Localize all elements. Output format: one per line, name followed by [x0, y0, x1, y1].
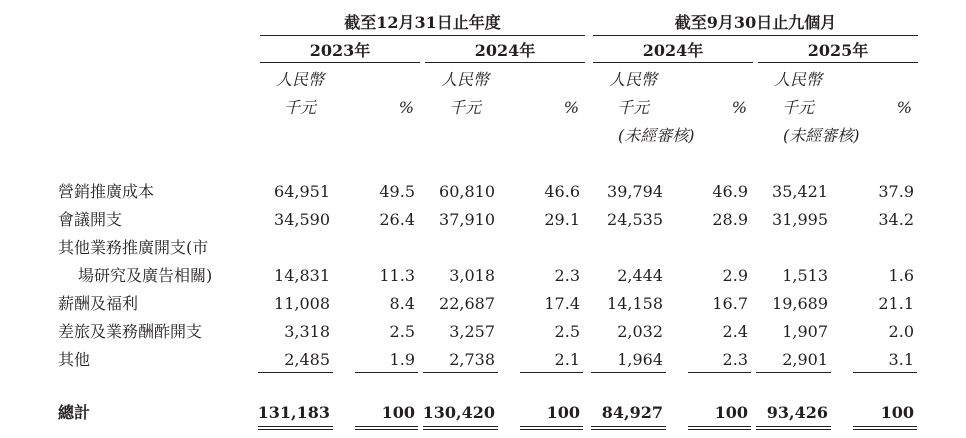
cell-amount: 37,910 — [439, 210, 495, 229]
unit-label: 千元 — [782, 98, 815, 117]
total-double-rule — [853, 426, 917, 430]
cell-percent: 29.1 — [544, 210, 580, 229]
cell-percent: 2.9 — [722, 266, 748, 285]
row-label: 場研究及廣告相關) — [78, 266, 213, 285]
cell-amount: 2,485 — [284, 350, 330, 369]
cell-amount: 24,535 — [607, 210, 663, 229]
cell-amount: 11,008 — [274, 294, 330, 313]
currency-label: 人民幣 — [609, 70, 658, 89]
cell-amount: 3,257 — [449, 322, 495, 341]
year-header-2024-9m: 2024年 — [642, 41, 704, 60]
cell-percent: 3.1 — [888, 350, 914, 369]
cell-amount: 2,901 — [782, 350, 828, 369]
cell-percent: 2.4 — [722, 322, 748, 341]
cell-percent: 2.5 — [389, 322, 415, 341]
cell-amount: 1,907 — [782, 322, 828, 341]
cell-percent: 1.9 — [389, 350, 415, 369]
subtotal-rule — [355, 372, 418, 373]
subtotal-rule — [423, 372, 498, 373]
total-amount: 84,927 — [601, 403, 663, 422]
cell-amount: 2,032 — [617, 322, 663, 341]
currency-label: 人民幣 — [774, 70, 823, 89]
cell-percent: 49.5 — [379, 182, 415, 201]
cell-amount: 64,951 — [274, 182, 330, 201]
cell-percent: 2.1 — [554, 350, 580, 369]
cell-percent: 26.4 — [379, 210, 415, 229]
cell-amount: 19,689 — [772, 294, 828, 313]
cell-amount: 22,687 — [439, 294, 495, 313]
cell-percent: 2.0 — [888, 322, 914, 341]
year-header-2024: 2024年 — [474, 41, 536, 60]
total-double-rule — [355, 426, 418, 430]
total-amount: 130,420 — [422, 403, 495, 422]
group-underline-nine-months — [593, 35, 918, 36]
cell-percent: 1.6 — [888, 266, 914, 285]
row-label: 營銷推廣成本 — [58, 182, 155, 201]
subtotal-rule — [520, 372, 583, 373]
cell-amount: 39,794 — [607, 182, 663, 201]
percent-label: % — [896, 98, 912, 117]
subtotal-rule — [591, 372, 666, 373]
cell-percent: 2.3 — [722, 350, 748, 369]
cell-amount: 2,444 — [617, 266, 663, 285]
total-double-rule — [258, 426, 333, 430]
row-label: 薪酬及福利 — [58, 294, 139, 313]
cell-percent: 37.9 — [878, 182, 914, 201]
unaudited-label: (未經審核) — [618, 126, 695, 145]
unit-label: 千元 — [617, 98, 650, 117]
cell-amount: 60,810 — [439, 182, 495, 201]
year-header-2023: 2023年 — [309, 41, 371, 60]
total-percent: 100 — [714, 403, 748, 422]
group-underline-year-end — [260, 35, 585, 36]
row-label: 差旅及業務酬酢開支 — [58, 322, 203, 341]
cell-amount: 1,964 — [617, 350, 663, 369]
cell-amount: 3,018 — [449, 266, 495, 285]
cell-percent: 8.4 — [389, 294, 415, 313]
total-percent: 100 — [880, 403, 914, 422]
year-underline — [758, 62, 918, 63]
currency-label: 人民幣 — [276, 70, 325, 89]
percent-label: % — [731, 98, 747, 117]
cell-percent: 46.9 — [712, 182, 748, 201]
cell-percent: 2.5 — [554, 322, 580, 341]
cell-percent: 2.3 — [554, 266, 580, 285]
total-double-rule — [520, 426, 583, 430]
cell-amount: 14,158 — [607, 294, 663, 313]
group-header-nine-months: 截至9月30日止九個月 — [674, 13, 837, 32]
year-underline — [593, 62, 753, 63]
cell-percent: 28.9 — [712, 210, 748, 229]
row-label: 會議開支 — [58, 210, 123, 229]
cell-percent: 34.2 — [878, 210, 914, 229]
total-double-rule — [591, 426, 666, 430]
cell-percent: 16.7 — [712, 294, 748, 313]
cell-amount: 1,513 — [782, 266, 828, 285]
total-amount: 93,426 — [766, 403, 828, 422]
cell-amount: 2,738 — [449, 350, 495, 369]
cell-amount: 3,318 — [284, 322, 330, 341]
year-header-2025-9m: 2025年 — [807, 41, 869, 60]
cell-amount: 35,421 — [772, 182, 828, 201]
currency-label: 人民幣 — [441, 70, 490, 89]
group-header-year-end: 截至12月31日止年度 — [344, 13, 501, 32]
total-amount: 131,183 — [257, 403, 330, 422]
subtotal-rule — [688, 372, 751, 373]
unit-label: 千元 — [449, 98, 482, 117]
cell-amount: 31,995 — [772, 210, 828, 229]
total-double-rule — [423, 426, 498, 430]
total-percent: 100 — [381, 403, 415, 422]
percent-label: % — [563, 98, 579, 117]
total-double-rule — [688, 426, 751, 430]
total-double-rule — [756, 426, 831, 430]
total-label: 總計 — [58, 403, 91, 422]
cell-percent: 17.4 — [544, 294, 580, 313]
cell-percent: 11.3 — [379, 266, 415, 285]
row-label: 其他業務推廣開支(市 — [58, 238, 209, 257]
cell-amount: 34,590 — [274, 210, 330, 229]
year-underline — [260, 62, 420, 63]
cell-percent: 46.6 — [544, 182, 580, 201]
year-underline — [425, 62, 585, 63]
subtotal-rule — [756, 372, 831, 373]
subtotal-rule — [258, 372, 333, 373]
unaudited-label: (未經審核) — [783, 126, 860, 145]
row-label: 其他 — [58, 350, 91, 369]
subtotal-rule — [853, 372, 917, 373]
unit-label: 千元 — [284, 98, 317, 117]
cell-percent: 21.1 — [878, 294, 914, 313]
percent-label: % — [398, 98, 414, 117]
total-percent: 100 — [546, 403, 580, 422]
cell-amount: 14,831 — [274, 266, 330, 285]
